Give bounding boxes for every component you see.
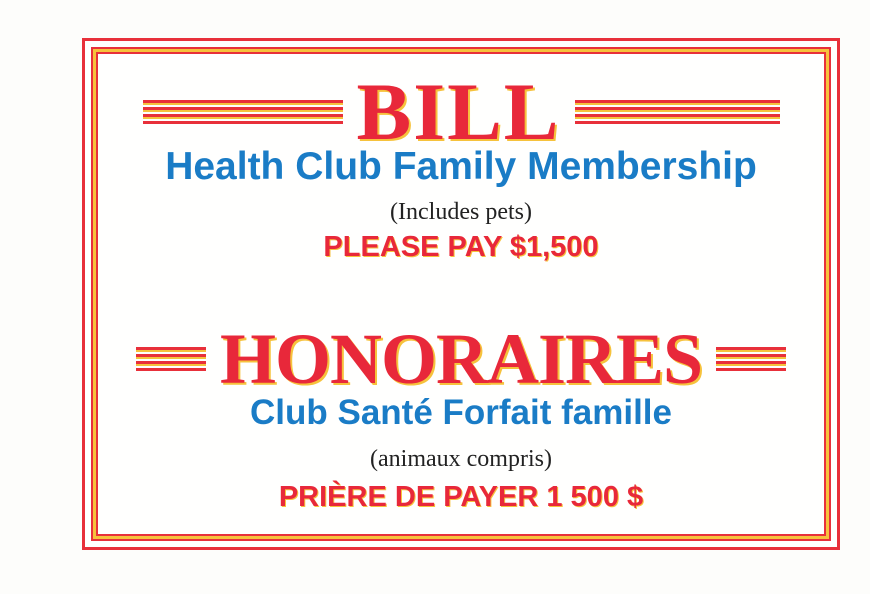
french-title-row (85, 319, 837, 399)
decorative-stripes-right (575, 100, 780, 124)
french-subtitle: Club Santé Forfait famille (250, 393, 672, 432)
bill-card (82, 38, 840, 550)
english-title-row (85, 66, 837, 157)
english-subtitle: Health Club Family Membership (165, 145, 757, 188)
english-title: BILL (356, 66, 561, 157)
english-note: (Includes pets) (390, 199, 532, 225)
decorative-stripes-left (136, 347, 206, 371)
french-title: HONORAIRES (219, 319, 703, 399)
french-note: (animaux compris) (370, 446, 552, 472)
decorative-stripes-left (143, 100, 343, 124)
decorative-stripes-right (716, 347, 786, 371)
french-payment: PRIÈRE DE PAYER 1 500 $ (278, 481, 644, 513)
english-payment: PLEASE PAY $1,500 (323, 231, 599, 263)
